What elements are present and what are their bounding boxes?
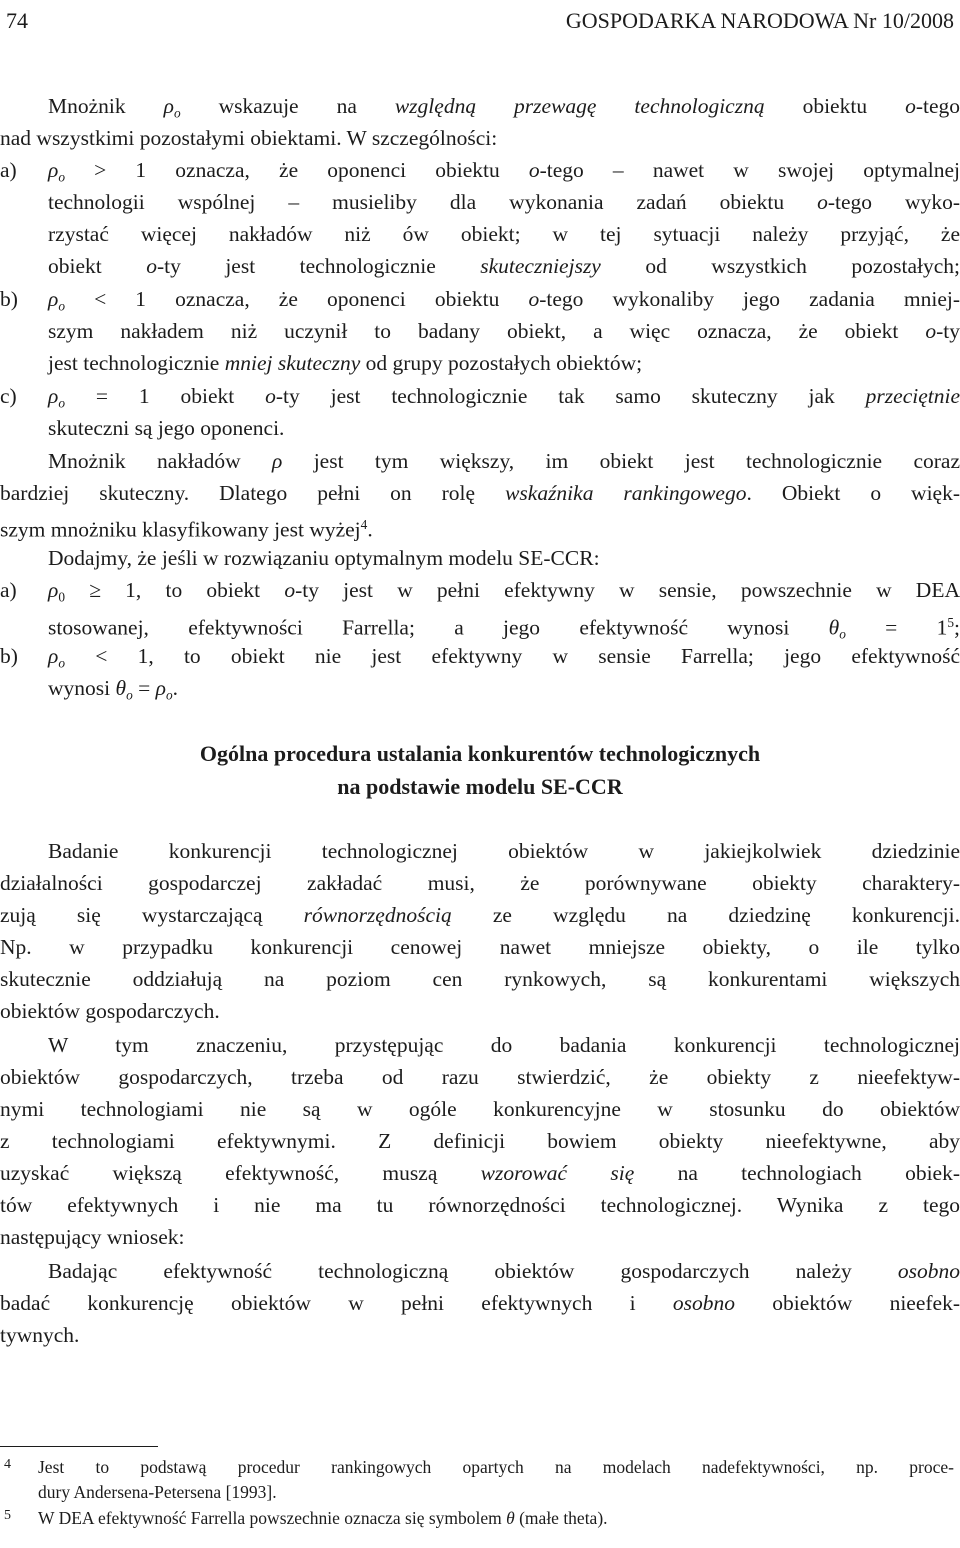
paragraph-line: tywnych. bbox=[0, 1323, 80, 1347]
paragraph-line: tów efektywnych i nie ma tu równorzędności technologicznej. Wynika z tego bbox=[0, 1193, 960, 1217]
paragraph-line: zują się wystarczającą równorzędnością ze względu na dziedzinę konkurencji. bbox=[0, 903, 960, 927]
list-item-a: a) $\rho_0 \ge 1$, to obiekt o-ty jest w pełni efektywny w sensie, powszechnie w DEA bbox=[0, 578, 960, 605]
paragraph-line: Dodajmy, że jeśli w rozwiązaniu optymalnym modelu SE-CCR: bbox=[48, 546, 600, 570]
paragraph-line: rzystać więcej nakładów niż ów obiekt; w tej sytuacji należy przyjąć, że bbox=[48, 222, 960, 246]
paragraph-line: uzyskać większą efektywność, muszą wzorować się na technologiach obiek- bbox=[0, 1161, 960, 1185]
paragraph-line: Mnożnik $\rho_o$ wskazuje na względną przewagę technologiczną obiektu o-tego bbox=[48, 94, 960, 121]
paragraph-line: Np. w przypadku konkurencji cenowej nawet mniejsze obiekty, o ile tylko bbox=[0, 935, 960, 959]
section-heading: na podstawie modelu SE-CCR bbox=[337, 774, 623, 799]
paragraph-line: Badając efektywność technologiczną obiektów gospodarczych należy osobno bbox=[48, 1259, 960, 1283]
list-item-c: c) $\rho_o = 1$ obiekt o-ty jest technologicznie tak samo skuteczny jak przeciętnie bbox=[0, 384, 960, 411]
paragraph-line: W tym znaczeniu, przystępując do badania konkurencji technologicznej bbox=[48, 1033, 960, 1057]
paragraph-line: jest technologicznie mniej skuteczny od grupy pozostałych obiektów; bbox=[48, 351, 643, 375]
footnote-text: W DEA efektywność Farrella powszechnie oznacza się symbolem θ (małe theta). bbox=[38, 1508, 608, 1528]
paragraph-line: działalności gospodarczej zakładać musi, że porównywane obiekty charaktery- bbox=[0, 871, 960, 895]
paragraph-line: wynosi $\theta_o = \rho_o$. bbox=[48, 676, 178, 703]
paragraph-line: z technologiami efektywnymi. Z definicji bowiem obiekty nieefektywne, aby bbox=[0, 1129, 960, 1153]
paragraph-line: szym nakładem niż uczynił to badany obiekt, a więc oznacza, że obiekt o-ty bbox=[48, 319, 960, 343]
footnote-text: Jest to podstawą procedur rankingowych opartych na modelach nadefektywności, np. proce- bbox=[38, 1457, 954, 1477]
section-heading: Ogólna procedura ustalania konkurentów technologicznych bbox=[199, 741, 761, 766]
paragraph-line: skuteczni są jego oponenci. bbox=[48, 416, 285, 440]
list-item-b: b) $\rho_o < 1$ oznacza, że oponenci obiektu o-tego wykonaliby jego zadania mniej- bbox=[0, 287, 960, 314]
footnote-text: dury Andersena-Petersena [1993]. bbox=[38, 1482, 277, 1502]
list-item-a: a) $\rho_o > 1$ oznacza, że oponenci obiektu o-tego – nawet w swojej optymalnej bbox=[0, 158, 960, 185]
paragraph-line: następujący wniosek: bbox=[0, 1225, 185, 1249]
paragraph-line: szym mnożniku klasyfikowany jest wyżej$^4$. bbox=[0, 517, 373, 542]
paragraph-line: nymi technologiami nie są w ogóle konkurencyjne w stosunku do obiektów bbox=[0, 1097, 960, 1121]
paragraph-line: badać konkurencję obiektów w pełni efektywnych i osobno obiektów nieefek- bbox=[0, 1291, 960, 1315]
footnote-divider bbox=[0, 1446, 158, 1447]
journal-header: GOSPODARKA NARODOWA Nr 10/2008 bbox=[565, 8, 954, 33]
page-number: 74 bbox=[6, 8, 28, 33]
list-item-b: b) $\rho_o < 1$, to obiekt nie jest efektywny w sensie Farrella; jego efektywność bbox=[0, 644, 960, 671]
paragraph-line: obiekt o-ty jest technologicznie skuteczniejszy od wszystkich pozostałych; bbox=[48, 254, 960, 278]
footnote-number: 5 bbox=[4, 1508, 11, 1523]
paragraph-line: skutecznie oddziałują na poziom cen rynkowych, są konkurentami większych bbox=[0, 967, 960, 991]
paragraph-line: nad wszystkimi pozostałymi obiektami. W szczególności: bbox=[0, 126, 498, 150]
paragraph-line: obiektów gospodarczych. bbox=[0, 999, 220, 1023]
paragraph-line: bardziej skuteczny. Dlatego pełni on rolę wskaźnika rankingowego. Obiekt o więk- bbox=[0, 481, 960, 505]
paragraph-line: obiektów gospodarczych, trzeba od razu stwierdzić, że obiekty z nieefektyw- bbox=[0, 1065, 960, 1089]
paragraph-line: Mnożnik nakładów ρ jest tym większy, im obiekt jest technologicznie coraz bbox=[48, 449, 960, 473]
paragraph-line: Badanie konkurencji technologicznej obiektów w jakiejkolwiek dziedzinie bbox=[48, 839, 960, 863]
paragraph-line: technologii wspólnej – musieliby dla wykonania zadań obiektu o-tego wyko- bbox=[48, 190, 960, 214]
paragraph-line: stosowanej, efektywności Farrella; a jego efektywność wynosi $\theta_o = 1^5$; bbox=[48, 615, 960, 642]
footnote-number: 4 bbox=[4, 1457, 11, 1472]
